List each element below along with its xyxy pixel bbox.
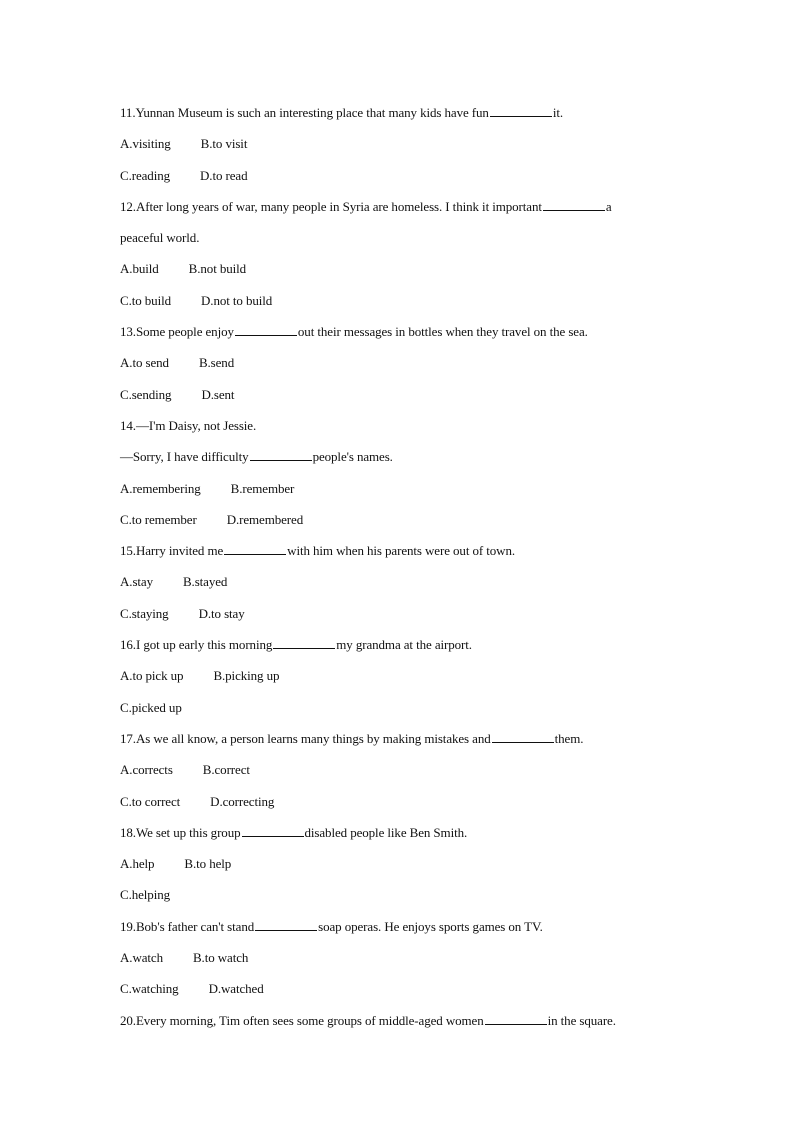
options-row [120, 791, 680, 822]
options-row [120, 478, 680, 509]
answer-option[interactable]: C.watching [120, 981, 179, 997]
answer-blank[interactable] [250, 446, 312, 461]
stem-text-before-blank: 15.Harry invited me [120, 543, 224, 559]
options-row [120, 133, 680, 164]
answer-option[interactable]: A.to pick up [120, 668, 184, 684]
answer-option[interactable]: D.correcting [210, 793, 275, 809]
answer-option[interactable]: B.to watch [192, 950, 249, 966]
answer-option[interactable]: B.to help [184, 856, 232, 872]
answer-option[interactable]: A.stay [120, 574, 153, 590]
options-row [120, 978, 680, 1009]
stem-text-after-blank: with him when his parents were out of town. [287, 543, 516, 559]
answer-blank[interactable] [242, 822, 304, 837]
answer-option[interactable]: C.to correct [120, 793, 181, 809]
answer-option[interactable]: B.correct [202, 762, 250, 778]
options-row [120, 352, 680, 383]
answer-blank[interactable] [273, 634, 335, 649]
options-row [120, 884, 680, 915]
answer-blank[interactable] [485, 1010, 547, 1025]
answer-option[interactable]: A.help [120, 856, 155, 872]
answer-option[interactable]: A.visiting [120, 136, 171, 152]
stem-text-before-blank: 19.Bob's father can't stand [120, 918, 255, 934]
stem-text-before-blank: 18.We set up this group [120, 824, 241, 840]
options-row [120, 384, 680, 415]
options-row [120, 290, 680, 321]
answer-option[interactable]: A.build [120, 261, 159, 277]
stem-text-before-blank: —Sorry, I have difficulty [120, 449, 249, 465]
stem-text-after-blank: people's names. [312, 449, 393, 465]
answer-option[interactable]: B.send [198, 355, 235, 371]
answer-option[interactable]: D.remembered [226, 511, 304, 527]
answer-option[interactable]: B.stayed [182, 574, 228, 590]
answer-option[interactable]: D.watched [208, 981, 264, 997]
question-stem-continued [120, 446, 680, 477]
answer-option[interactable]: D.to stay [198, 605, 245, 621]
question-stem [120, 634, 680, 665]
answer-option[interactable]: A.corrects [120, 762, 173, 778]
options-row [120, 165, 680, 196]
stem-text-before-blank: 20.Every morning, Tim often sees some groups of middle-aged women [120, 1012, 484, 1028]
options-row [120, 509, 680, 540]
question-stem [120, 822, 680, 853]
question-stem [120, 540, 680, 571]
question-stem [120, 415, 680, 446]
options-row [120, 258, 680, 289]
answer-option[interactable]: C.to build [120, 292, 172, 308]
answer-blank[interactable] [492, 728, 554, 743]
stem-text-after-blank: soap operas. He enjoys sports games on TV. [318, 918, 543, 934]
answer-option[interactable]: D.not to build [201, 292, 273, 308]
options-row [120, 853, 680, 884]
answer-blank[interactable] [255, 916, 317, 931]
answer-blank[interactable] [543, 196, 605, 211]
answer-option[interactable]: C.helping [120, 887, 171, 903]
answer-option[interactable]: A.remembering [120, 480, 201, 496]
stem-text-after-blank: in the square. [547, 1012, 616, 1028]
answer-option[interactable]: C.staying [120, 605, 169, 621]
question-stem [120, 102, 680, 133]
answer-blank[interactable] [235, 321, 297, 336]
stem-text-after-blank: out their messages in bottles when they travel on the sea. [297, 324, 588, 340]
options-row [120, 947, 680, 978]
question-stem [120, 321, 680, 352]
stem-text-after-blank: them. [554, 730, 584, 746]
answer-option[interactable]: A.watch [120, 950, 163, 966]
question-stem-continued [120, 227, 680, 258]
answer-option[interactable]: D.sent [201, 386, 235, 402]
options-row [120, 571, 680, 602]
worksheet-content [120, 102, 680, 1041]
answer-option[interactable]: B.picking up [213, 668, 280, 684]
answer-blank[interactable] [490, 102, 552, 117]
stem-text-before-blank: 16.I got up early this morning [120, 637, 273, 653]
answer-option[interactable]: C.sending [120, 386, 172, 402]
options-row [120, 697, 680, 728]
stem-text-after-blank: disabled people like Ben Smith. [304, 824, 468, 840]
stem-text-after-blank: it. [552, 105, 564, 120]
stem-text: peaceful world. [120, 230, 200, 246]
question-stem [120, 1010, 680, 1041]
options-row [120, 759, 680, 790]
stem-text-before-blank: 11.Yunnan Museum is such an interesting place that many kids have fun [120, 105, 489, 120]
stem-text-before-blank: 17.As we all know, a person learns many things by making mistakes and [120, 730, 491, 746]
answer-option[interactable]: A.to send [120, 355, 169, 371]
answer-option[interactable]: C.to remember [120, 511, 197, 527]
answer-option[interactable]: D.to read [200, 167, 248, 183]
question-stem [120, 196, 680, 227]
stem-text-after-blank: a [605, 198, 612, 214]
answer-option[interactable]: B.to visit [200, 136, 248, 152]
answer-option[interactable]: C.reading [120, 167, 171, 183]
stem-text-before-blank: 13.Some people enjoy [120, 324, 234, 340]
stem-text-before-blank: 12.After long years of war, many people in Syria are homeless. I think it important [120, 198, 542, 214]
stem-text: 14.—I'm Daisy, not Jessie. [120, 417, 257, 433]
answer-option[interactable]: B.not build [188, 261, 247, 277]
question-stem [120, 728, 680, 759]
options-row [120, 665, 680, 696]
answer-blank[interactable] [224, 540, 286, 555]
answer-option[interactable]: C.picked up [120, 699, 182, 715]
question-stem [120, 916, 680, 947]
answer-option[interactable]: B.remember [230, 480, 295, 496]
options-row [120, 603, 680, 634]
stem-text-after-blank: my grandma at the airport. [336, 637, 472, 653]
